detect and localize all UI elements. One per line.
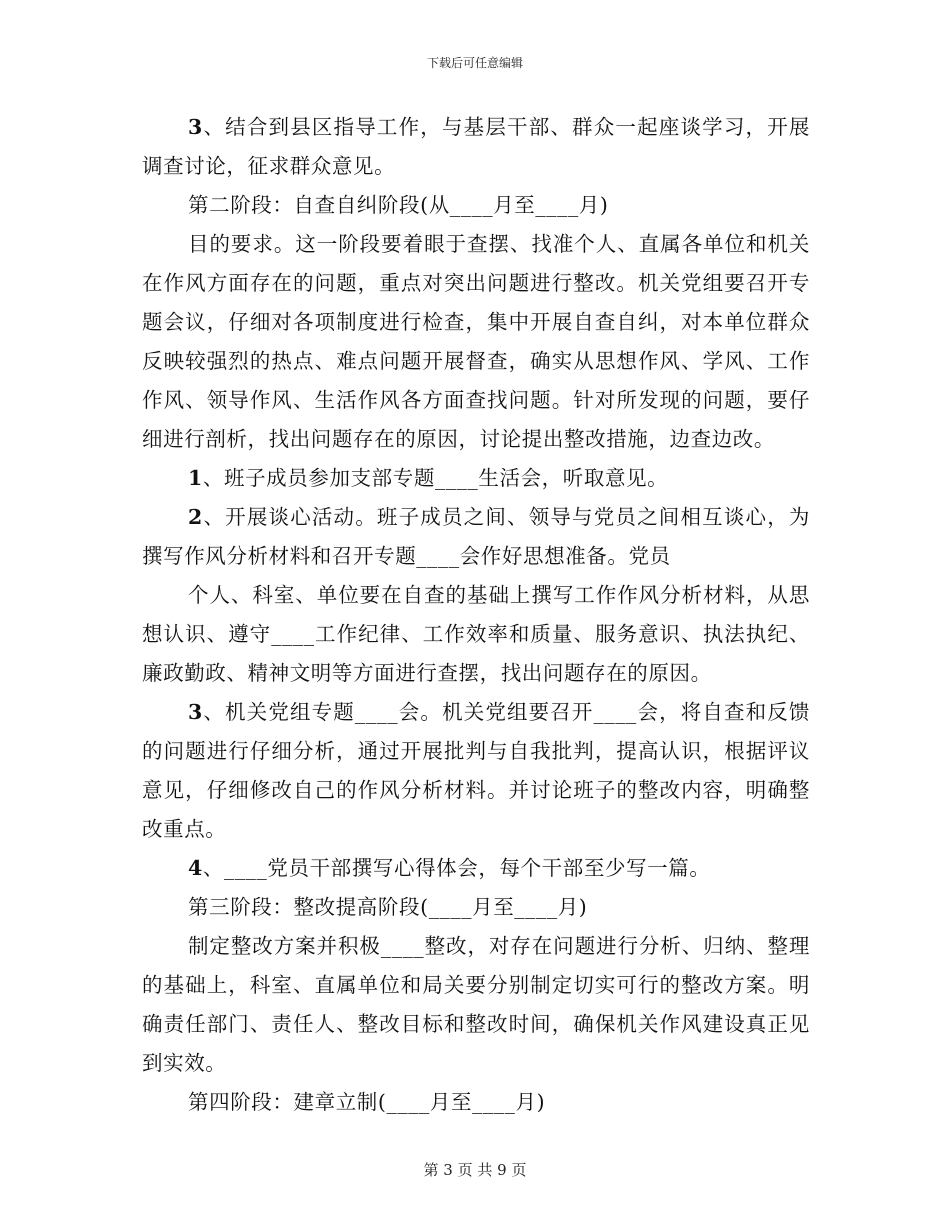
item-number: 3 [188,115,203,139]
paragraph [142,498,810,576]
item-number: 4 [188,856,203,880]
section-heading [142,186,810,225]
paragraph [142,849,810,888]
paragraph [142,459,810,498]
paragraph [142,927,810,1083]
paragraph [142,693,810,849]
paragraph [142,108,810,186]
paragraph-text: 、结合到县区指导工作，与基层干部、群众一起座谈学习，开展调查讨论，征求群众意见。 [142,115,810,178]
section-heading [142,888,810,927]
paragraph-text: 第二阶段：自查自纠阶段(从____月至____月) [188,193,609,217]
paragraph-text: 、班子成员参加支部专题____生活会，听取意见。 [202,466,669,490]
item-number: 3 [188,700,203,724]
paragraph-text: 、开展谈心活动。班子成员之间、领导与党员之间相互谈心，为撰写作风分析材料和召开专题____会作好思想准备。党员 [142,505,810,568]
page-header: 下载后可任意编辑 [426,56,523,70]
paragraph-text: 制定整改方案并积极____整改，对存在问题进行分析、归纳、整理的基础上，科室、直属单位和局关要分别制定切实可行的整改方案。明确责任部门、责任人、整改目标和整改时间，确保机关作风建设真正见到实效。 [142,934,810,1075]
paragraph-text: 个人、科室、单位要在自查的基础上撰写工作作风分析材料，从思想认识、遵守____工作纪律、工作效率和质量、服务意识、执法执纪、廉政勤政、精神文明等方面进行查摆，找出问题存在的原因。 [142,583,810,685]
page-footer: 第 3 页 共 9 页 [423,1161,527,1179]
paragraph-text: 目的要求。这一阶段要着眼于查摆、找准个人、直属各单位和机关在作风方面存在的问题，重点对突出问题进行整改。机关党组要召开专题会议，仔细对各项制度进行检查，集中开展自查自纠，对本单位群众反映较强烈的热点、难点问题开展督查，确实从思想作风、学风、工作作风、领导作风、生活作风各方面查找问题。针对所发现的问题，要仔细进行剖析，找出问题存在的原因，讨论提出整改措施，边查边改。 [142,232,810,451]
paragraph-text: 、机关党组专题____会。机关党组要召开____会，将自查和反馈的问题进行仔细分析，通过开展批判与自我批判，提高认识，根据评议意见，仔细修改自己的作风分析材料。并讨论班子的整改内容，明确整改重点。 [142,700,810,841]
paragraph [142,576,810,693]
paragraph-text: 第三阶段：整改提高阶段(____月至____月) [188,895,588,919]
paragraph [142,225,810,459]
item-number: 2 [188,505,203,529]
document-body [142,108,810,1122]
paragraph-text: 、____党员干部撰写心得体会，每个干部至少写一篇。 [202,856,711,880]
paragraph-text: 第四阶段：建章立制(____月至____月) [188,1090,546,1114]
item-number: 1 [188,466,203,490]
section-heading [142,1083,810,1122]
